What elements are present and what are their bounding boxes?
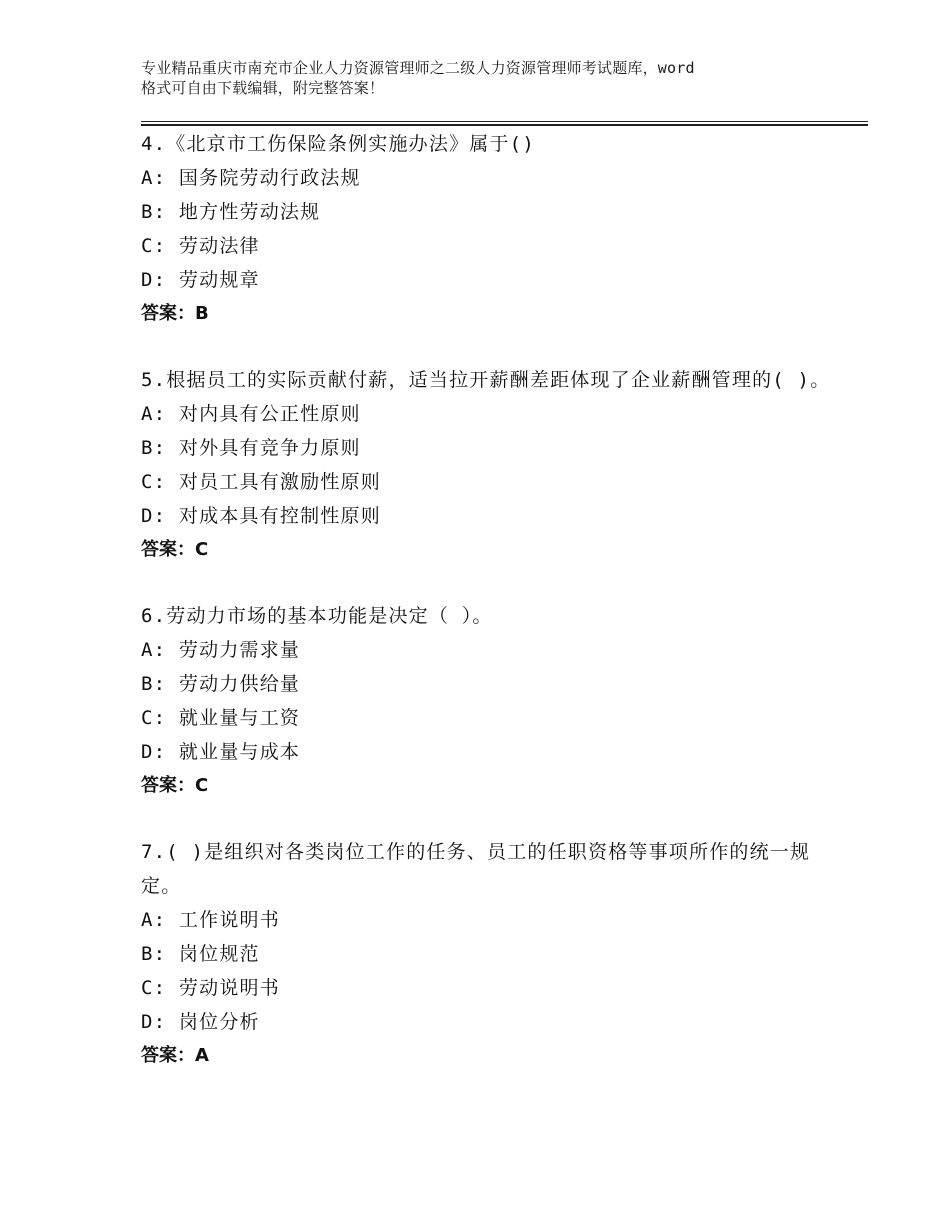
question-block (141, 599, 841, 803)
option-letter: D: (141, 1011, 167, 1033)
option-letter: C: (141, 977, 167, 999)
option-text: 对成本具有控制性原则 (178, 505, 381, 527)
option-text: 岗位分析 (178, 1011, 260, 1033)
option-letter: D: (141, 505, 167, 527)
option-letter: D: (141, 741, 167, 763)
question-block (141, 835, 841, 1073)
option-text: 国务院劳动行政法规 (178, 167, 361, 189)
option-text: 劳动规章 (178, 269, 260, 291)
option-text: 劳动法律 (178, 235, 260, 257)
option-a (141, 397, 841, 431)
option-letter: C: (141, 707, 167, 729)
option-letter: B: (141, 437, 167, 459)
option-b (141, 195, 841, 229)
option-text: 对内具有公正性原则 (178, 403, 361, 425)
option-letter: B: (141, 943, 167, 965)
option-b (141, 937, 841, 971)
option-text: 劳动力需求量 (178, 639, 301, 661)
option-text: 对员工具有激励性原则 (178, 471, 381, 493)
option-letter: A: (141, 909, 167, 931)
option-text: 就业量与工资 (178, 707, 301, 729)
option-c (141, 701, 841, 735)
document-header (141, 58, 831, 98)
answer-line: 答案：A (141, 1045, 209, 1066)
option-text: 就业量与成本 (178, 741, 301, 763)
option-text: 地方性劳动法规 (178, 201, 321, 223)
header-divider-thin (141, 121, 868, 122)
option-a (141, 161, 841, 195)
option-c (141, 229, 841, 263)
question-stem: 5.根据员工的实际贡献付薪，适当拉开薪酬差距体现了企业薪酬管理的( )。 (141, 369, 831, 391)
header-divider-thick (141, 124, 868, 126)
option-letter: C: (141, 471, 167, 493)
option-letter: A: (141, 403, 167, 425)
question-list (141, 127, 841, 1105)
option-text: 劳动说明书 (178, 977, 280, 999)
option-a (141, 633, 841, 667)
option-letter: A: (141, 167, 167, 189)
option-letter: B: (141, 673, 167, 695)
question-block (141, 363, 841, 567)
option-text: 岗位规范 (178, 943, 260, 965)
option-letter: B: (141, 201, 167, 223)
option-text: 对外具有竞争力原则 (178, 437, 361, 459)
option-c (141, 971, 841, 1005)
question-block (141, 127, 841, 331)
answer-line: 答案：B (141, 303, 209, 324)
option-d (141, 735, 841, 769)
answer-line: 答案：C (141, 539, 209, 560)
option-letter: C: (141, 235, 167, 257)
header-line-2: 格式可自由下载编辑，附完整答案！ (141, 79, 385, 97)
option-a (141, 903, 841, 937)
option-d (141, 263, 841, 297)
question-stem: 6.劳动力市场的基本功能是决定（ ）。 (141, 605, 493, 627)
question-stem: 4.《北京市工伤保险条例实施办法》属于() (141, 133, 535, 155)
answer-line: 答案：C (141, 775, 209, 796)
option-b (141, 667, 841, 701)
option-letter: D: (141, 269, 167, 291)
option-letter: A: (141, 639, 167, 661)
option-b (141, 431, 841, 465)
header-line-1: 专业精品重庆市南充市企业人力资源管理师之二级人力资源管理师考试题库，word (141, 59, 695, 77)
option-d (141, 499, 841, 533)
option-d (141, 1005, 841, 1039)
option-text: 工作说明书 (178, 909, 280, 931)
option-c (141, 465, 841, 499)
option-text: 劳动力供给量 (178, 673, 301, 695)
question-stem: 7.( )是组织对各类岗位工作的任务、员工的任职资格等事项所作的统一规定。 (141, 841, 811, 897)
